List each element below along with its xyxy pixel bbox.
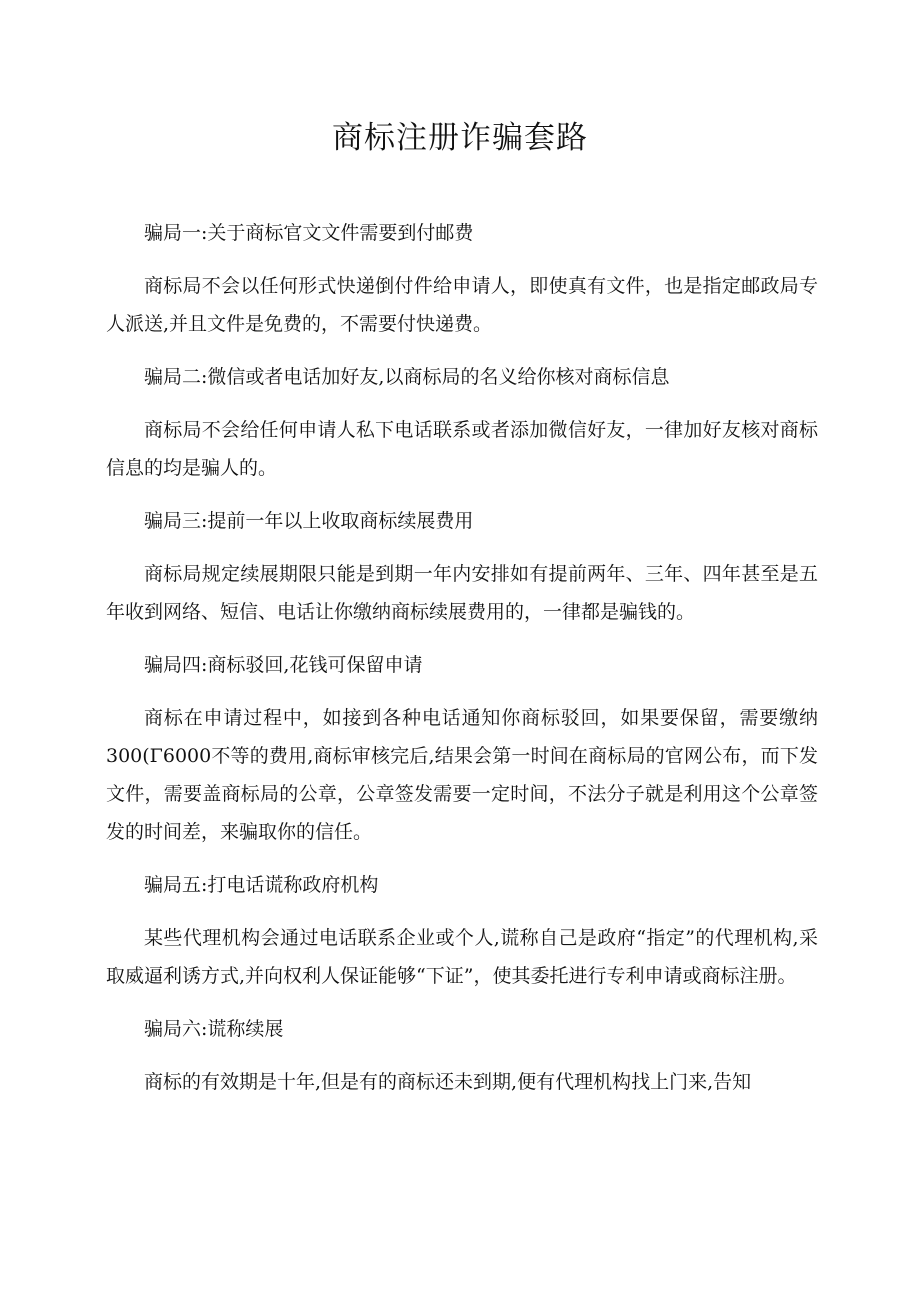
- section-content: 商标局不会给任何申请人私下电话联系或者添加微信好友，一律加好友核对商标信息的均是骗人的。: [106, 419, 818, 479]
- section-heading: 骗局六:谎称续展: [144, 1018, 284, 1040]
- section-heading: 骗局一:关于商标官文文件需要到付邮费: [144, 222, 474, 244]
- section-content: 某些代理机构会通过电话联系企业或个人,谎称自己是政府“指定”的代理机构,采取威逼利诱方式,并向权利人保证能够“下证”，使其委托进行专利申请或商标注册。: [106, 927, 818, 987]
- section-heading: 骗局五:打电话谎称政府机构: [144, 874, 379, 896]
- section-content: 商标局规定续展期限只能是到期一年内安排如有提前两年、三年、四年甚至是五年收到网络、短信、电话让你缴纳商标续展费用的，一律都是骗钱的。: [106, 563, 818, 623]
- section-content: 商标局不会以任何形式快递倒付件给申请人，即使真有文件，也是指定邮政局专人派送,并且文件是免费的，不需要付快递费。: [106, 275, 818, 335]
- document-body: [106, 214, 818, 1116]
- section-heading: 骗局四:商标驳回,花钱可保留申请: [144, 654, 423, 676]
- document-title: 商标注册诈骗套路: [332, 120, 588, 156]
- section-heading: 骗局三:提前一年以上收取商标续展费用: [144, 510, 474, 532]
- section-content: 商标的有效期是十年,但是有的商标还未到期,便有代理机构找上门来,告知: [144, 1071, 752, 1093]
- section-heading: 骗局二:微信或者电话加好友,以商标局的名义给你核对商标信息: [144, 366, 670, 388]
- section-content: 商标在申请过程中，如接到各种电话通知你商标驳回，如果要保留，需要缴纳300(Γ6000不等的费用,商标审核完后,结果会第一时间在商标局的官网公布，而下发文件，需要盖商标局的公章，公章签发需要一定时间，不法分子就是利用这个公章签发的时间差，来骗取你的信任。: [106, 707, 818, 843]
